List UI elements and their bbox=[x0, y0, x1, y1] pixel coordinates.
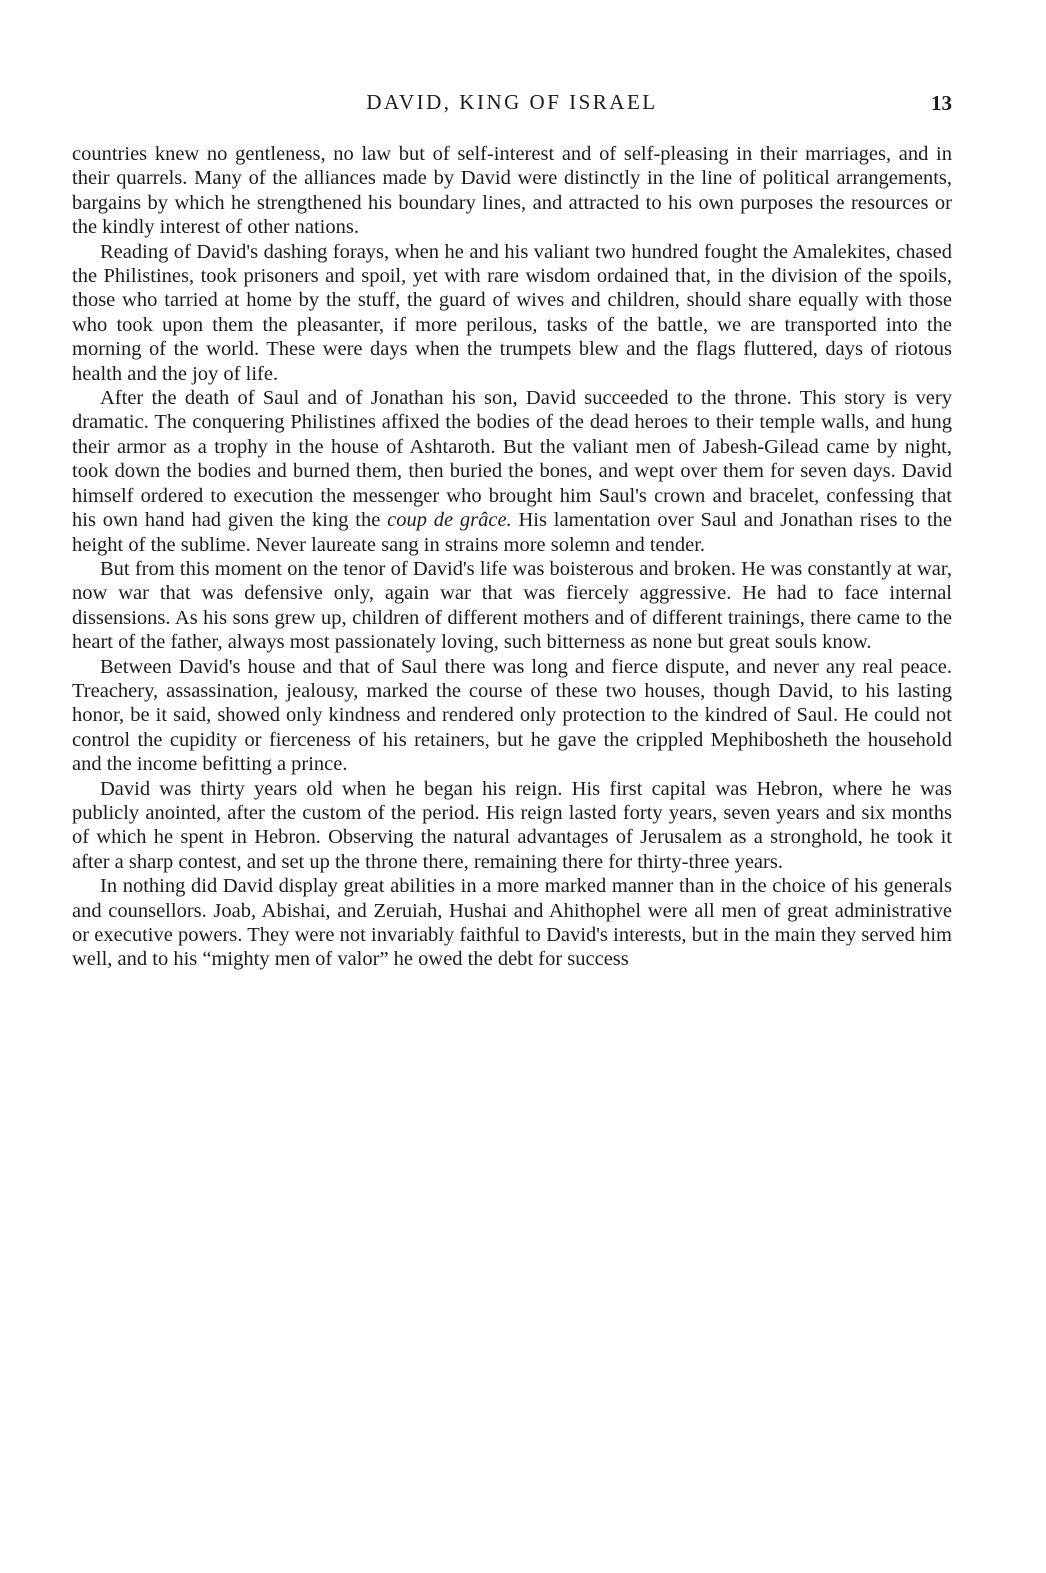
body-text bbox=[72, 142, 952, 972]
running-title: DAVID, KING OF ISRAEL bbox=[366, 90, 658, 114]
paragraph-reign: David was thirty years old when he began his reign. His first capital was Hebron, where he was publicly anointed, after the custom of the period. His reign lasted forty years, seven years and six months of which he spent in Hebron. Observing the natural advantages of Jerusalem as a stronghold, he took it after a sharp contest, and set up the throne there, remaining there for thirty-three years. bbox=[72, 777, 952, 873]
paragraph-saul-death bbox=[72, 386, 952, 557]
paragraph-continued: countries knew no gentleness, no law but of self-interest and of self-pleasing in their marriages, and in their quarrels. Many of the alliances made by David were distinctly in the line of political arrangements, bargains by which he strengthened his boundary lines, and attracted to his own purposes the resources or the kindly interest of other nations. bbox=[72, 143, 952, 239]
paragraph-text: His lamentation over Saul and Jonathan rises to the height of the sublime. Never laureate sang in strains more solemn and tender. bbox=[72, 509, 952, 556]
paragraph-counsellors: In nothing did David display great abilities in a more marked manner than in the choice of his generals and counsellors. Joab, Abishai, and Zeruiah, Hushai and Ahithophel were all men of great administrative or executive powers. They were not invariably faithful to David's interests, but in the main they served him well, and to his “mighty men of valor” he owed the debt for success bbox=[72, 875, 952, 971]
paragraph-houses: Between David's house and that of Saul there was long and fierce dispute, and never any real peace. Treachery, assassination, jealousy, marked the course of these two houses, though David, to his lasting honor, be it said, showed only kindness and rendered only protection to the kindred of Saul. He could not control the cupidity or fierceness of his retainers, but he gave the crippled Mephibosheth the household and the income befitting a prince. bbox=[72, 655, 952, 776]
italic-phrase: coup de grâce. bbox=[387, 509, 512, 532]
page-number: 13 bbox=[931, 91, 952, 115]
paragraph-tenor: But from this moment on the tenor of David's life was boisterous and broken. He was constantly at war, now war that was defensive only, again war that was fiercely aggressive. He had to face internal dissensions. As his sons grew up, children of different mothers and of different trainings, there came to the heart of the father, always most passionately loving, such bitterness as none but great souls know. bbox=[72, 557, 952, 654]
running-head bbox=[72, 90, 952, 122]
paragraph-forays: Reading of David's dashing forays, when he and his valiant two hundred fought the Amalekites, chased the Philistines, took prisoners and spoil, yet with rare wisdom ordained that, in the division of the spoils, those who tarried at home by the stuff, the guard of wives and children, should share equally with those who took upon them the pleasanter, if more perilous, tasks of the battle, we are transported into the morning of the world. These were days when the trumpets blew and the flags fluttered, days of riotous health and the joy of life. bbox=[72, 240, 952, 385]
paragraph-text: After the death of Saul and of Jonathan his son, David succeeded to the throne. This story is very dramatic. The conquering Philistines affixed the bodies of the dead heroes to their temple walls, and hung their armor as a trophy in the house of Ashtaroth. But the valiant men of Jabesh-Gilead came by night, took down the bodies and burned them, then buried the bones, and wept over them for seven days. David himself ordered to execution the messenger who brought him Saul's crown and bracelet, confessing that his own hand had given the king the bbox=[72, 387, 952, 532]
